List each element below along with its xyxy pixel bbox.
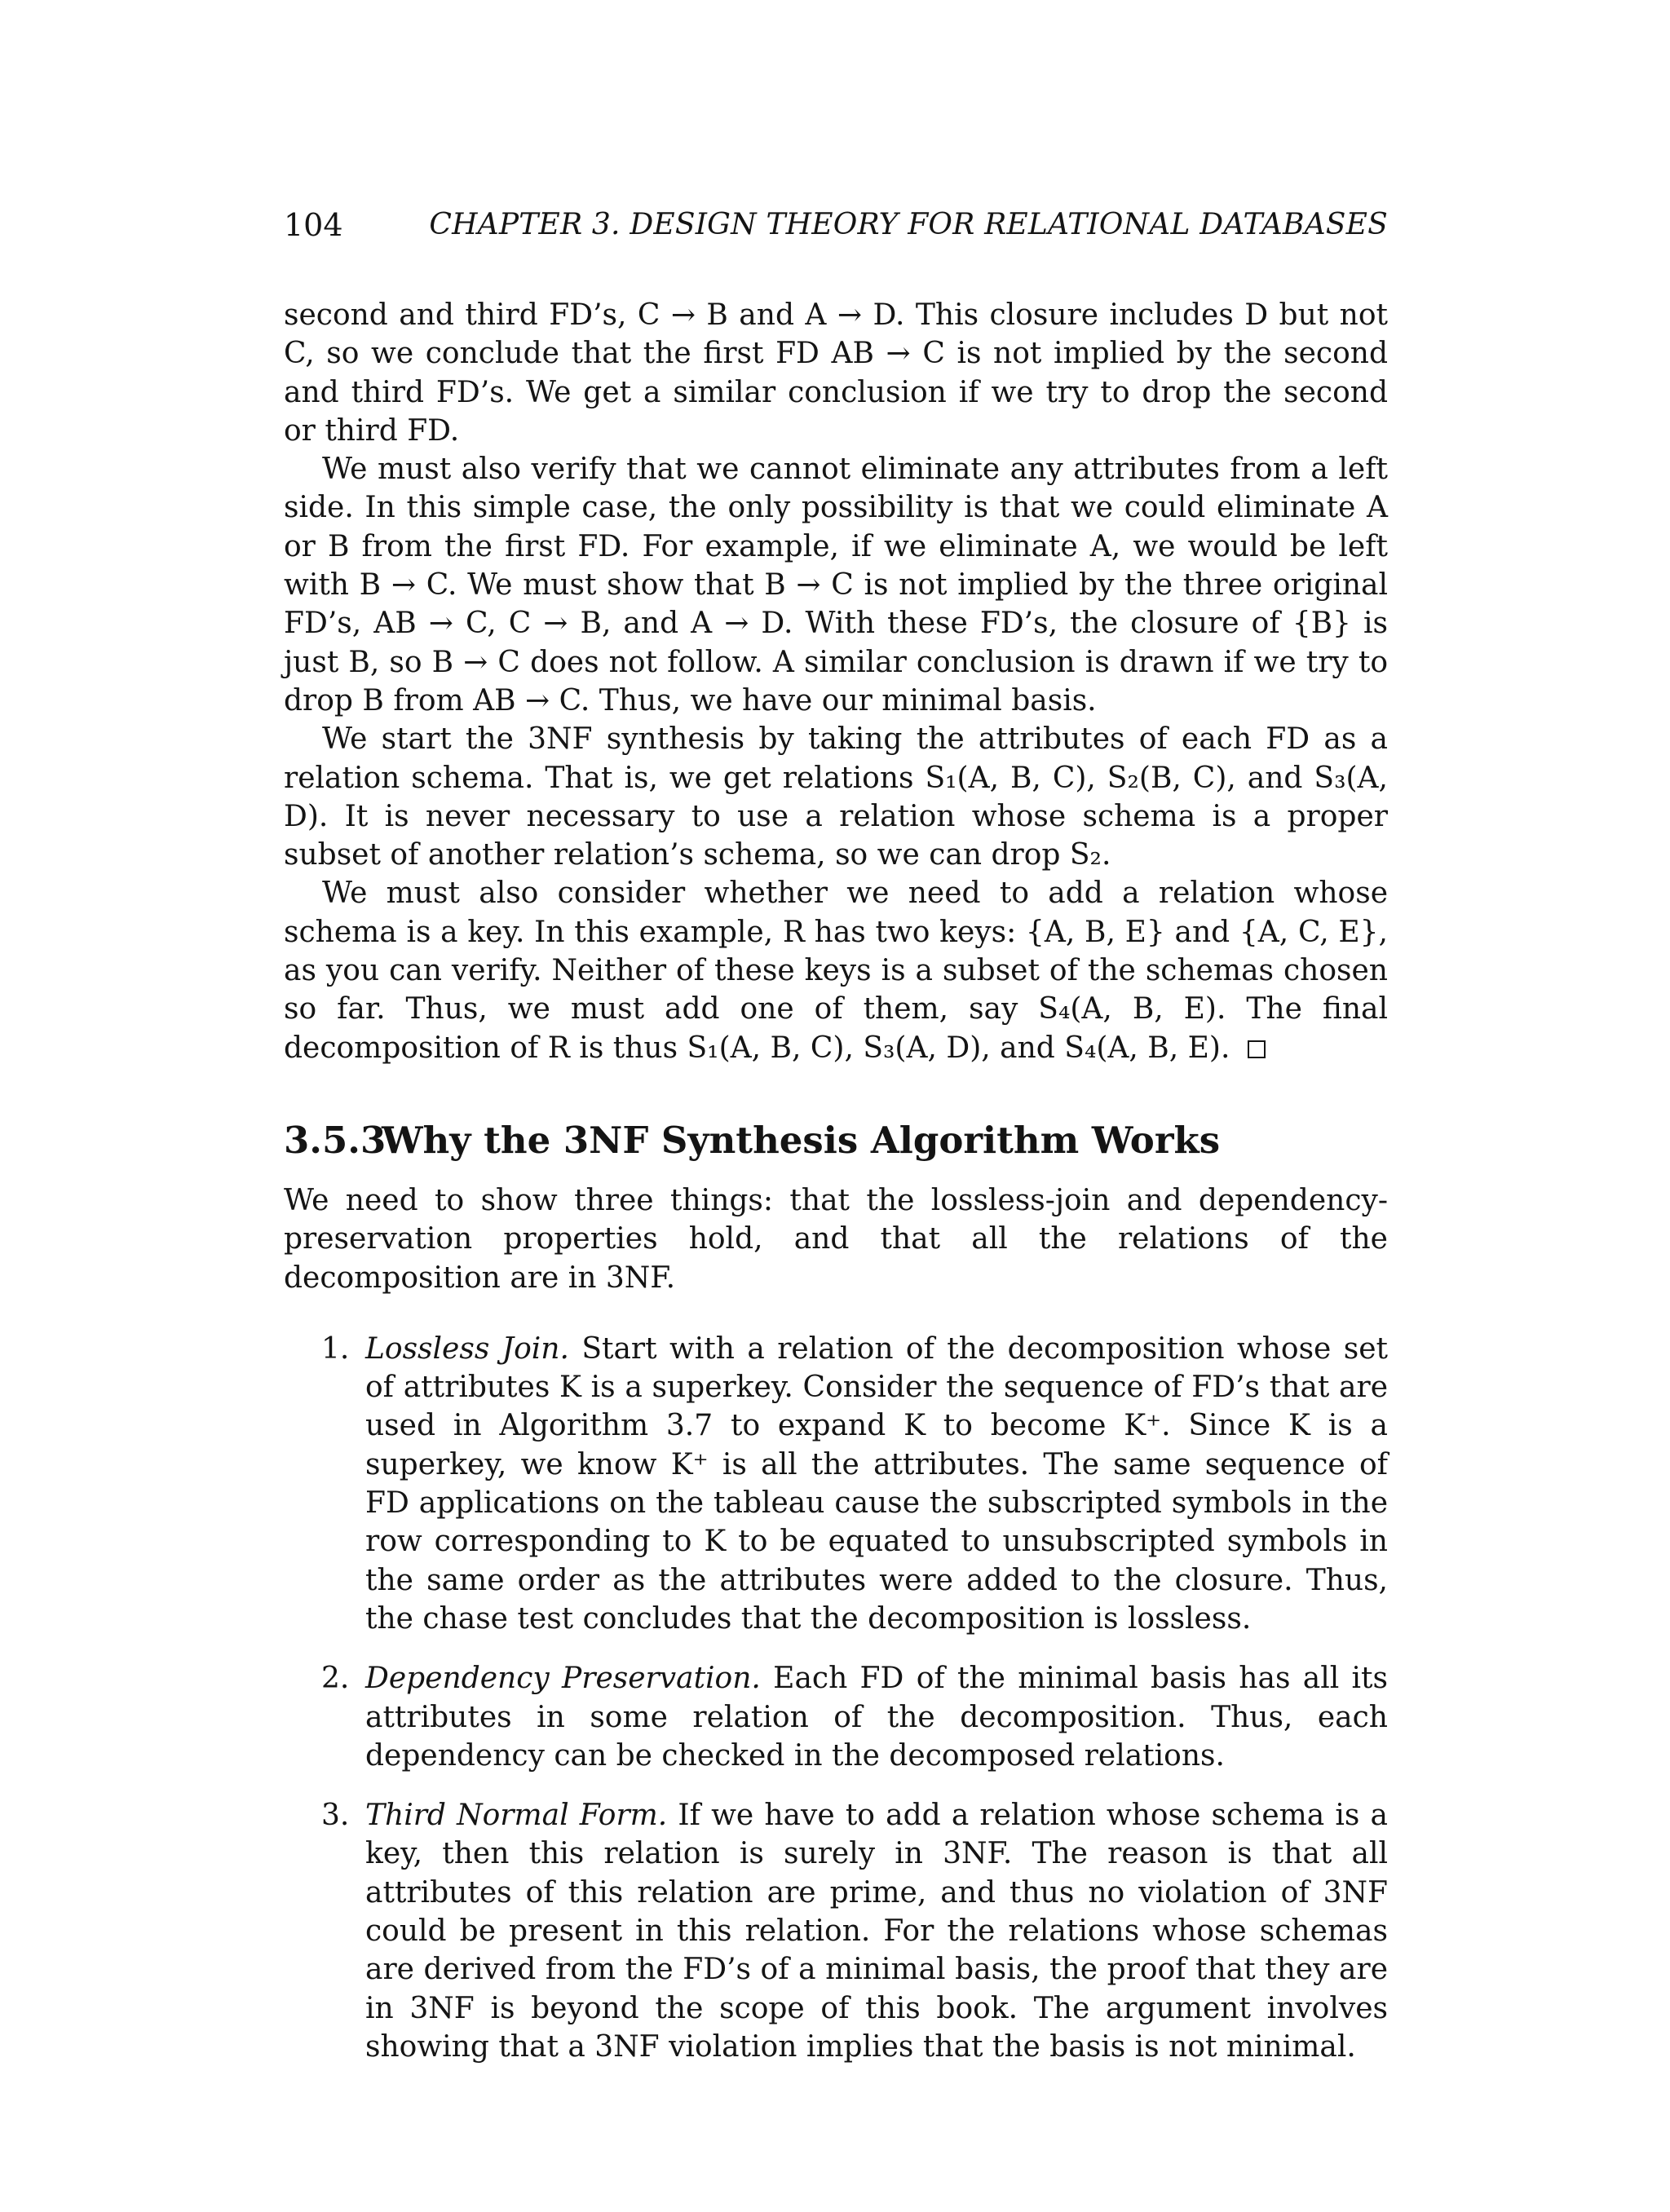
list-item-number: 1. xyxy=(321,1331,350,1366)
end-of-example-icon xyxy=(1248,1040,1266,1058)
section-title: Why the 3NF Synthesis Algorithm Works xyxy=(382,1118,1221,1162)
body-text xyxy=(284,296,1388,2087)
paragraph-section-intro: We need to show three things: that the lossless-join and dependency-preservation properties hold, and that all the relations of the decomposition are in 3NF. xyxy=(284,1183,1388,1295)
list-item-text: Start with a relation of the decomposition whose set of attributes K is a superkey. Consider the sequence of FD’s that are used in Algorithm 3.7 to expand K to become K⁺. Since K is a superkey, we know K⁺ is all the attributes. The same sequence of FD applications on the tableau cause the subscripted symbols in the row corresponding to K to be equated to unsubscripted symbols in the same order as the attributes were added to the closure. Thus, the chase test concludes that the decomposition is lossless. xyxy=(365,1331,1388,1636)
list-item xyxy=(284,1796,1388,2066)
section-heading xyxy=(284,1118,1388,1163)
paragraph-continuation: second and third FD’s, C → B and A → D. This closure includes D but not C, so we conclude that the first FD AB → C is not implied by the second and third FD’s. We get a similar conclusion if we try to drop the second or third FD. xyxy=(284,298,1388,448)
paragraph-key-relation xyxy=(284,874,1388,1066)
section-number: 3.5.3 xyxy=(284,1118,387,1162)
list-item-text: Each FD of the minimal basis has all its attributes in some relation of the decomposition. Thus, each dependency can be checked in the decomposed relations. xyxy=(365,1662,1388,1773)
paragraph-synthesis-start: We start the 3NF synthesis by taking the attributes of each FD as a relation schema. That is, we get relations S₁(A, B, C), S₂(B, C), and S₃(A, D). It is never necessary to use a relation whose schema is a proper subset of another relation’s schema, so we can drop S₂. xyxy=(284,722,1388,872)
page-number: 104 xyxy=(284,207,343,243)
paragraph-key-relation-text: We must also consider whether we need to add a relation whose schema is a key. In this example, R has two keys: {A, B, E} and {A, C, E}, as you can verify. Neither of these keys is a subset of the schemas chosen so far. Thus, we must add one of them, say S₄(A, B, E). The final decomposition of R is thus S₁(A, B, C), S₃(A, D), and S₄(A, B, E). xyxy=(284,876,1388,1065)
list-item xyxy=(284,1659,1388,1775)
chapter-title: CHAPTER 3. DESIGN THEORY FOR RELATIONAL DATABASES xyxy=(429,208,1388,241)
list-item-lead: Lossless Join. xyxy=(365,1331,569,1366)
list-item-lead: Third Normal Form. xyxy=(365,1799,668,1833)
list-item-lead: Dependency Preservation. xyxy=(365,1662,761,1696)
list-item-number: 3. xyxy=(321,1799,350,1833)
list-item-number: 2. xyxy=(321,1662,350,1696)
paragraph-left-side-check: We must also verify that we cannot eliminate any attributes from a left side. In this simple case, the only possibility is that we could eliminate A or B from the first FD. For example, if we eliminate A, we would be left with B → C. We must show that B → C is not implied by the three original FD’s, AB → C, C → B, and A → D. With these FD’s, the closure of {B} is just B, so B → C does not follow. A similar conclusion is drawn if we try to drop B from AB → C. Thus, we have our minimal basis. xyxy=(284,453,1388,717)
list-item-text: If we have to add a relation whose schema is a key, then this relation is surely in 3NF. The reason is that all attributes of this relation are prime, and thus no violation of 3NF could be present in this relation. For the relations whose schemas are derived from the FD’s of a minimal basis, the proof that they are in 3NF is beyond the scope of this book. The argument involves showing that a 3NF violation implies that the basis is not minimal. xyxy=(365,1799,1388,2064)
numbered-list xyxy=(284,1330,1388,2066)
list-item xyxy=(284,1330,1388,1638)
